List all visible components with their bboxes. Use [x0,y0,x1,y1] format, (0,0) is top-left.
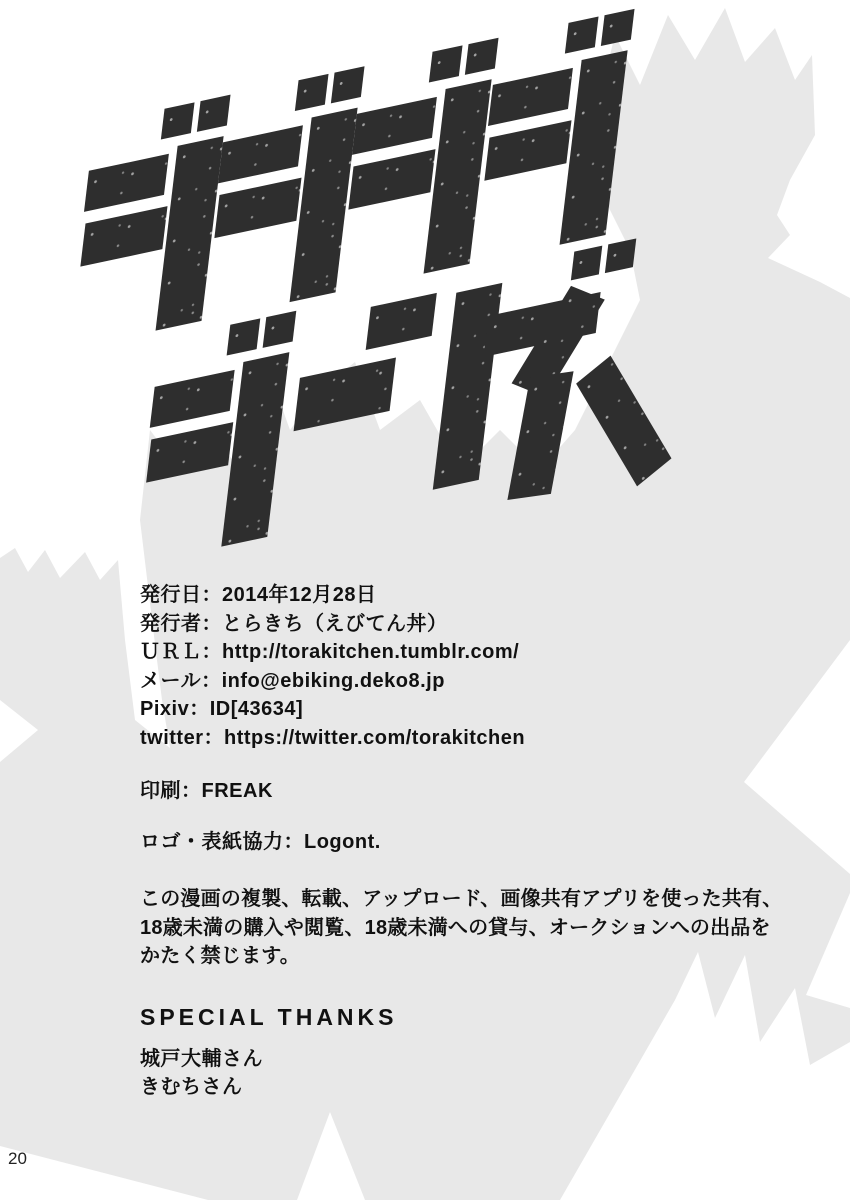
dakuten-dot [565,16,599,53]
dakuten-dot [601,9,635,46]
stroke-block [218,125,303,183]
disclaimer-line-3: かたく禁じます。 [140,945,300,967]
dakuten-dot [161,102,195,139]
stroke-block [352,97,437,155]
stroke-block [214,178,301,239]
special-thanks-heading: SPECIAL THANKS [140,1003,398,1030]
stroke-block [366,293,437,350]
dakuten-dot [605,238,636,273]
thanks-name-2: きむちさん [140,1076,243,1098]
stroke-block [484,120,571,181]
stroke-block [84,154,169,212]
twitter-line: twitter：https://twitter.com/torakitchen [140,726,526,749]
dakuten-dot [227,318,261,355]
dakuten-dot [429,45,463,82]
dakuten-dot [331,66,365,103]
stroke-block [150,370,235,428]
stroke-block [348,149,435,210]
stroke-block [80,206,167,267]
publish-date-line: 発行日：2014年12月28日 [140,584,377,606]
disclaimer-line-2: 18歳未満の購入や閲覧、18歳未満への貸与、オークションへの出品を [140,916,771,939]
dakuten-dot [295,74,329,111]
thanks-name-1: 城戸大輔さん [140,1047,263,1070]
stroke-block [488,68,573,126]
disclaimer-line-1: この漫画の複製、転載、アップロード、画像共有アプリを使った共有、 [140,888,783,910]
page-number: 20 [8,1149,27,1168]
publisher-line: 発行者：とらきち（えびてん丼） [140,612,448,635]
stroke-block [433,283,503,490]
logo-credit-line: ロゴ・表紙協力：Logont. [140,830,381,853]
dakuten-dot [571,246,602,281]
stroke-block [294,358,396,432]
stroke-block [146,422,233,483]
colophon-text-block [140,581,790,1102]
mail-line: メール：info@ebiking.deko8.jp [140,669,445,692]
url-line: ＵＲＬ：http://torakitchen.tumblr.com/ [140,641,520,663]
dakuten-dot [197,95,231,132]
dakuten-dot [263,311,297,348]
dakuten-dot [465,38,499,75]
printing-line: 印刷：FREAK [140,780,273,802]
stroke-block [507,371,573,500]
pixiv-line: Pixiv：ID[43634] [140,698,304,720]
title-text [55,112,56,113]
stroke-block [576,356,671,487]
